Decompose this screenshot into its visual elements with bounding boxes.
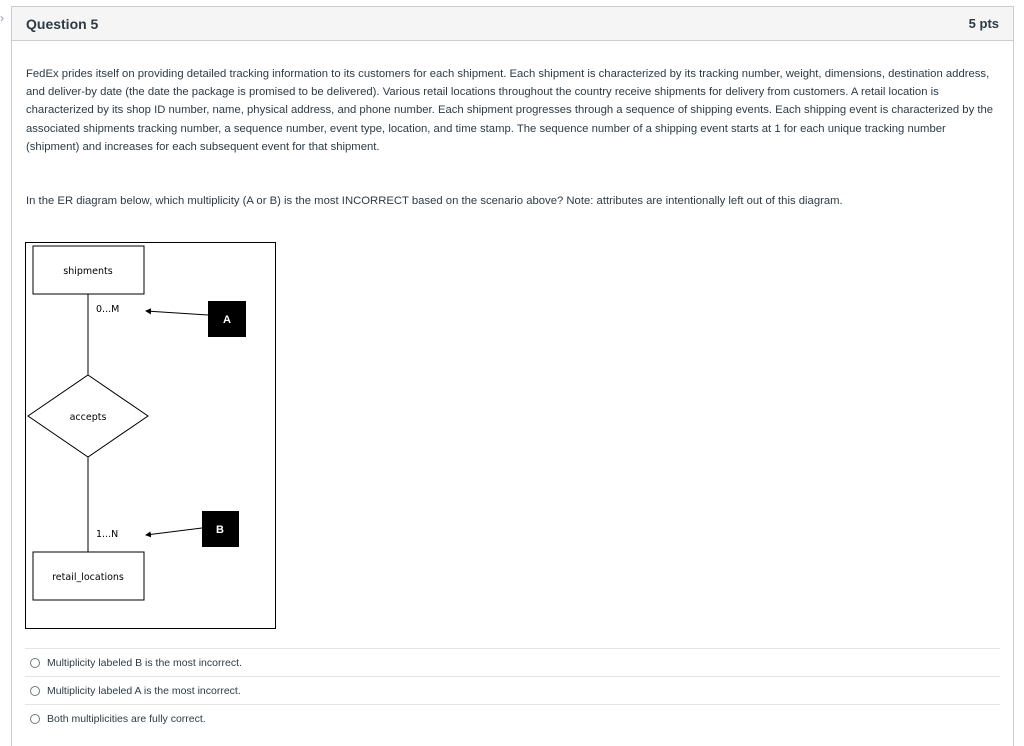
er-diagram-canvas (26, 243, 277, 630)
question-header (12, 7, 1013, 41)
multiplicity-top: 0...M (96, 304, 120, 315)
collapse-chevron-icon: › (0, 11, 4, 25)
radio-button[interactable] (30, 686, 40, 696)
entity-shipments-label: shipments (63, 266, 113, 277)
multiplicity-bottom: 1...N (96, 529, 119, 540)
answer-label: Multiplicity labeled A is the most incorrect. (47, 684, 241, 697)
er-diagram (25, 242, 276, 629)
answer-option[interactable] (25, 676, 1000, 704)
answer-label: Both multiplicities are fully correct. (47, 712, 206, 725)
arrow-b (146, 528, 202, 535)
question-title: Question 5 (26, 15, 99, 32)
answer-list (25, 648, 1000, 732)
question-card (11, 6, 1014, 746)
answer-label: Multiplicity labeled B is the most incorrect. (47, 656, 242, 669)
arrow-a (146, 311, 208, 315)
radio-button[interactable] (30, 714, 40, 724)
question-prompt: In the ER diagram below, which multiplicity (A or B) is the most INCORRECT based on the scenario above? Note: attributes are intentionally left out of this diagram. (26, 195, 843, 208)
entity-retail-locations-label: retail_locations (52, 572, 124, 583)
radio-button[interactable] (30, 658, 40, 668)
relationship-accepts-label: accepts (69, 412, 107, 423)
answer-option[interactable] (25, 704, 1000, 732)
label-a: A (223, 314, 231, 326)
answer-option[interactable] (25, 648, 1000, 676)
scenario-text: FedEx prides itself on providing detailed tracking information to its customers for each shipment. Each shipment is characterized by its tracking number, weight, dimensions, destination address, and deliver-by date (the date the package is promised to be delivered). Various retail locations throughout the country receive shipments for delivery from customers. A retail location is characterized by its shop ID number, name, physical address, and phone number. Each shipment progresses through a sequence of shipping events. Each shipping event is characterized by the associated shipments tracking number, a sequence number, event type, location, and time stamp. The sequence number of a shipping event starts at 1 for each unique tracking number (shipment) and increases for each subsequent event for that shipment. (26, 68, 994, 153)
question-points: 5 pts (968, 16, 999, 31)
label-b: B (216, 524, 224, 536)
question-body (12, 65, 1013, 210)
